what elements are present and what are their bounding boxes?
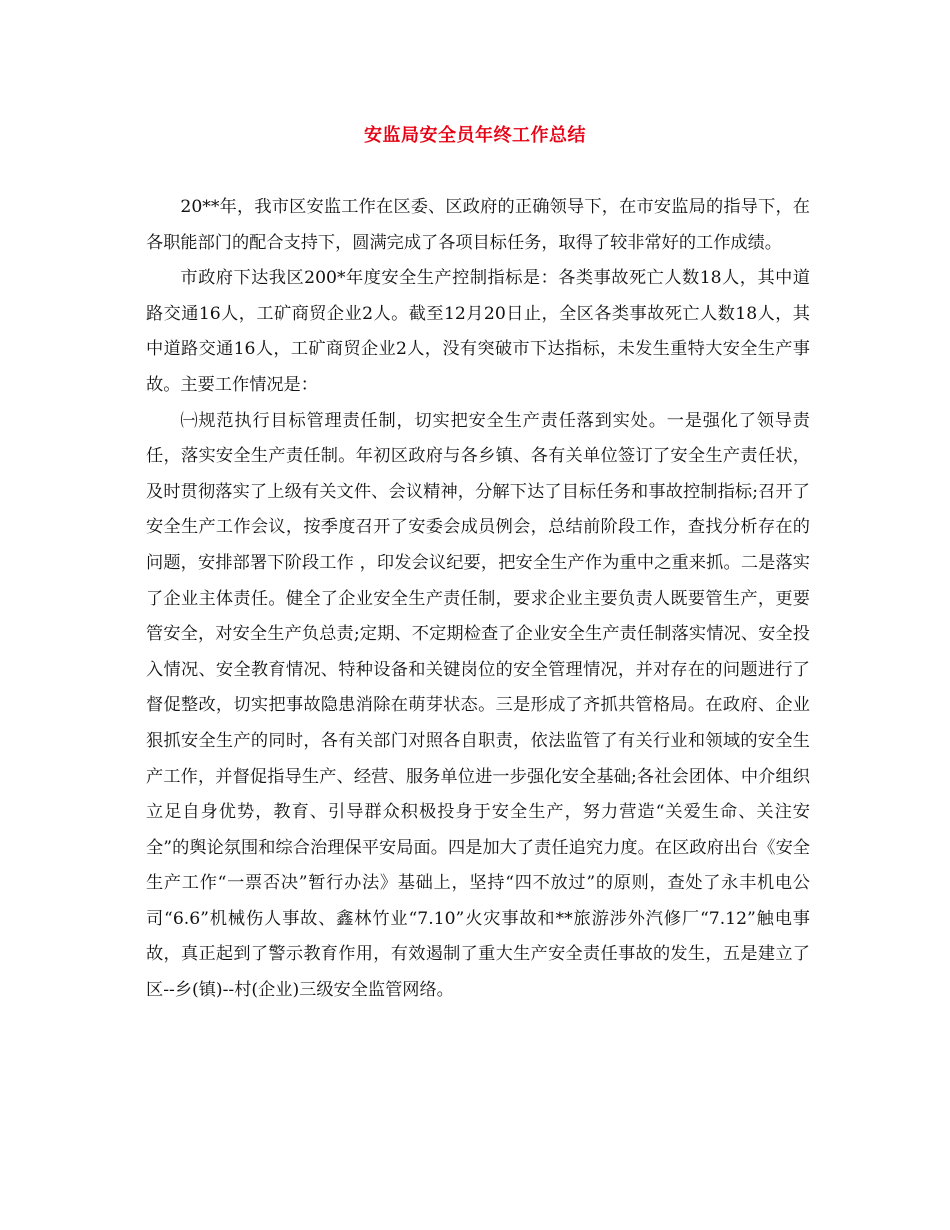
paragraph-responsibility-system: ㈠规范执行目标管理责任制，切实把安全生产责任落到实处。一是强化了领导责任，落实安全生产责任制。年初区政府与各乡镇、各有关单位签订了安全生产责任状，及时贯彻落实了上级有关文件、会议精神，分解下达了目标任务和事故控制指标;召开了安全生产工作会议，按季度召开了安委会成员例会，总结前阶段工作，查找分析存在的问题，安排部署下阶段工作 ，印发会议纪要，把安全生产作为重中之重来抓。二是落实了企业主体责任。健全了企业安全生产责任制，要求企业主要负责人既要管生产，更要管安全，对安全生产负总责;定期、不定期检查了企业安全生产责任制落实情况、安全投入情况、安全教育情况、特种设备和关键岗位的安全管理情况，并对存在的问题进行了督促整改，切实把事故隐患消除在萌芽状态。三是形成了齐抓共管格局。在政府、企业狠抓安全生产的同时，各有关部门对照各自职责，依法监管了有关行业和领域的安全生产工作，并督促指导生产、经营、服务单位进一步强化安全基础;各社会团体、中介组织立足自身优势，教育、引导群众积极投身于安全生产，努力营造“关爱生命、关注安全”的舆论氛围和综合治理保平安局面。四是加大了责任追究力度。在区政府出台《安全生产工作“一票否决”暂行办法》基础上，坚持“四不放过”的原则，查处了永丰机电公司“6.6”机械伤人事故、鑫林竹业“7.10”火灾事故和**旅游涉外汽修厂“7.12”触电事故，真正起到了警示教育作用，有效遏制了重大生产安全责任事故的发生，五是建立了区--乡(镇)--村(企业)三级安全监管网络。 (146, 410, 810, 1001)
paragraph-control-targets: 市政府下达我区200*年度安全生产控制指标是：各类事故死亡人数18人，其中道路交通16人，工矿商贸企业2人。截至12月20日止，全区各类事故死亡人数18人，其中道路交通16人，工矿商贸企业2人，没有突破市下达指标，未发生重特大安全生产事故。主要工作情况是： (146, 268, 810, 395)
paragraph-intro: 20**年，我市区安监工作在区委、区政府的正确领导下，在市安监局的指导下，在各职能部门的配合支持下，圆满完成了各项目标任务，取得了较非常好的工作成绩。 (146, 197, 810, 253)
document-body (146, 190, 810, 1009)
document-title: 安监局安全员年终工作总结 (364, 125, 586, 146)
